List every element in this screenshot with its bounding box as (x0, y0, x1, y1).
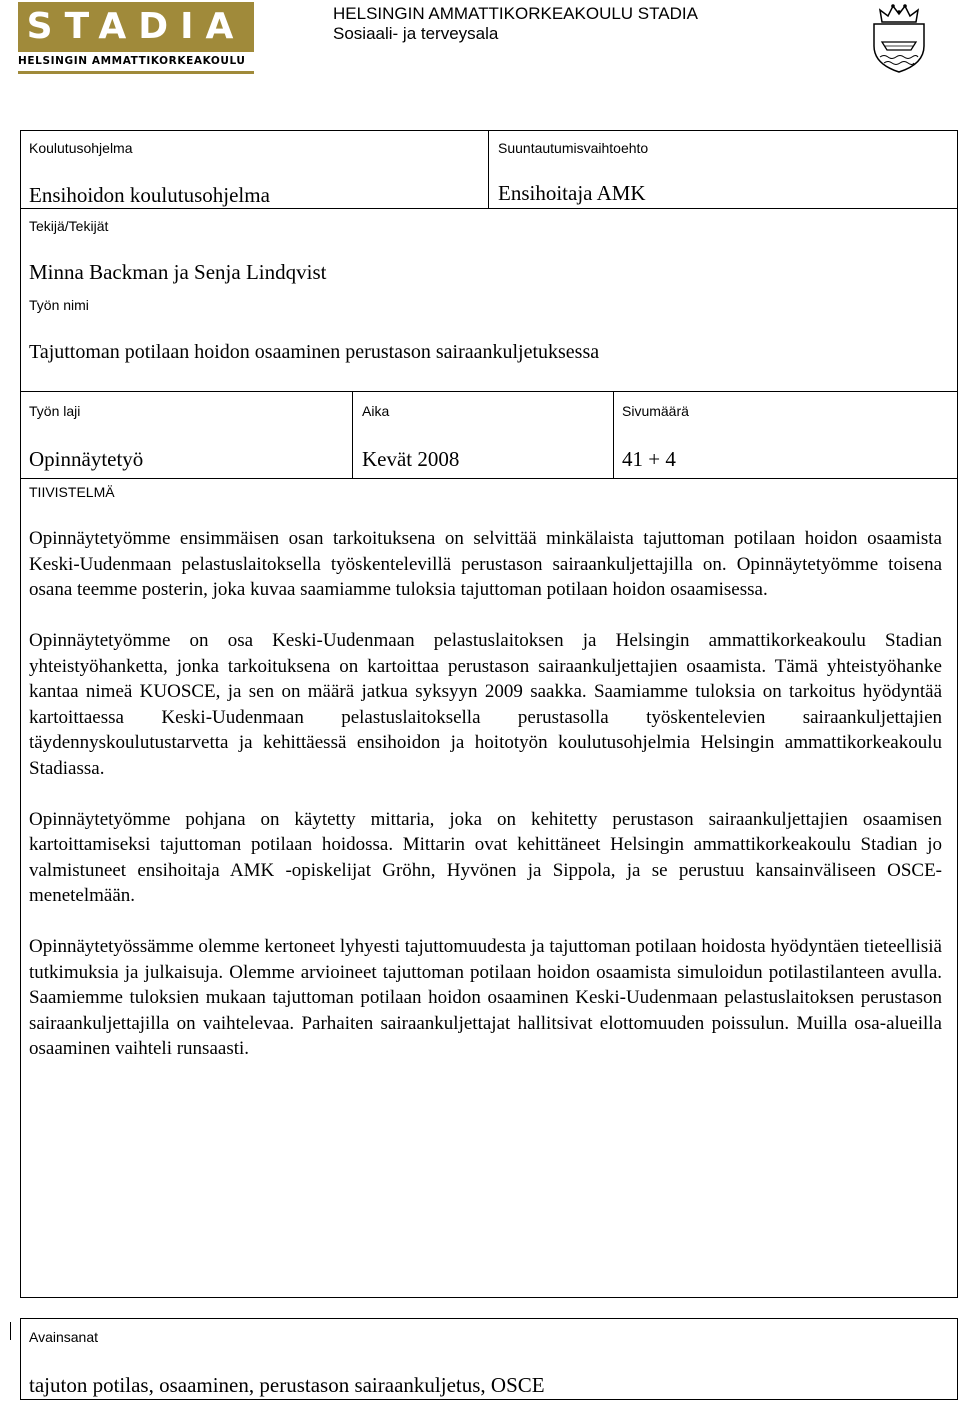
row-divider-2 (20, 391, 958, 392)
institution-header (333, 4, 698, 44)
col-divider-time (352, 391, 353, 478)
row-divider-3 (20, 478, 958, 479)
abstract-paragraph: Opinnäytetyömme pohjana on käytetty mittaria, joka on kehitetty perustason sairaankuljettajien osaamisen kartoittamiseksi tajuttoman potilaan hoidossa. Mittarin ovat kehittäneet Helsingin ammattikorkeakoulu Stadian jo valmistuneet ensihoitaja AMK -opiskelijat Gröhn, Hyvönen ja Sippola, ja se perustuu kansainväliseen OSCE-menetelmään. (29, 808, 942, 906)
authors-value: Minna Backman ja Senja Lindqvist (29, 260, 327, 284)
authors-label: Tekijä/Tekijät (29, 218, 109, 234)
work-title-value: Tajuttoman potilaan hoidon osaaminen perustason sairaankuljetuksessa (29, 341, 600, 363)
logo-wordmark: STADIA (26, 6, 246, 47)
logo-subtitle: HELSINGIN AMMATTIKORKEAKOULU (18, 55, 246, 67)
abstract-paragraph: Opinnäytetyömme ensimmäisen osan tarkoituksena on selvittää minkälaista tajuttoman potilaan hoidon osaamista Keski-Uudenmaan pelastuslaitoksella työskentelevillä perustason sairaankuljettajilla on. Opinnäytetyömme toisena osana teemme posterin, joka kuvaa saamiamme tuloksia tajuttoman potilaan hoidon osaamisessa. (29, 528, 942, 600)
keywords-label: Avainsanat (29, 1329, 99, 1345)
orientation-label: Suuntautumisvaihtoehto (498, 140, 649, 156)
time-label: Aika (362, 403, 390, 419)
institution-name: HELSINGIN AMMATTIKORKEAKOULU STADIA (333, 4, 698, 23)
time-value: Kevät 2008 (362, 447, 460, 471)
keywords-margin-mark (10, 1322, 11, 1340)
programme-label: Koulutusohjelma (29, 140, 133, 156)
abstract-body (29, 526, 942, 1087)
stadia-logo (18, 2, 254, 76)
page-count-label: Sivumäärä (622, 403, 689, 419)
programme-value: Ensihoidon koulutusohjelma (29, 183, 270, 207)
work-type-label: Työn laji (29, 403, 81, 419)
page-count-value: 41 + 4 (622, 447, 676, 471)
col-divider-programme (488, 130, 489, 208)
col-divider-pages (613, 391, 614, 478)
work-type-value: Opinnäytetyö (29, 447, 144, 471)
logo-rule (18, 71, 254, 74)
keywords-value: tajuton potilas, osaaminen, perustason sairaankuljetus, OSCE (29, 1373, 545, 1397)
abstract-paragraph: Opinnäytetyössämme olemme kertoneet lyhyesti tajuttomuudesta ja tajuttoman potilaan hoidosta hyödyntäen tieteellisiä tutkimuksia ja julkaisuja. Olemme arvioineet tajuttoman potilaan hoidon osaamista simuloidun potilastilanteen avulla. Saamiemme tuloksien mukaan tajuttoman potilaan hoidon osaaminen Keski-Uudenmaan pelastuslaitoksen perustason sairaankuljettajilla on vaihtelevaa. Parhaiten sairaankuljettajat hallitsivat elottomuuden poissulun. Muilla osa-alueilla osaaminen vaihteli runsaasti. (29, 936, 942, 1059)
row-divider-1 (20, 208, 958, 209)
abstract-paragraph: Opinnäytetyömme on osa Keski-Uudenmaan pelastuslaitoksen ja Helsingin ammattikorkeakoulu Stadian yhteistyöhanketta, jonka tarkoituksena on kartoittaa perustason sairaankuljettajien osaamista. Tämä yhteistyöhanke kantaa nimeä KUOSCE, ja sen on määrä jatkua syksyyn 2009 saakka. Saamiamme tuloksia on tarkoitus hyödyntää kartoittaessa Keski-Uudenmaan pelastuslaitoksella perustasolla työskentelevien sairaankuljettajien täydennyskoulutustarvetta ja kehittäessä ensihoidon ja hoitotyön koulutusohjelmia Helsingin ammattikorkeakoulu Stadiassa. (29, 630, 942, 779)
orientation-value: Ensihoitaja AMK (498, 181, 646, 205)
department-name: Sosiaali- ja terveysala (333, 24, 499, 43)
work-title-label: Työn nimi (29, 297, 89, 313)
abstract-label: TIIVISTELMÄ (29, 484, 115, 500)
helsinki-coat-of-arms-icon (866, 2, 932, 74)
